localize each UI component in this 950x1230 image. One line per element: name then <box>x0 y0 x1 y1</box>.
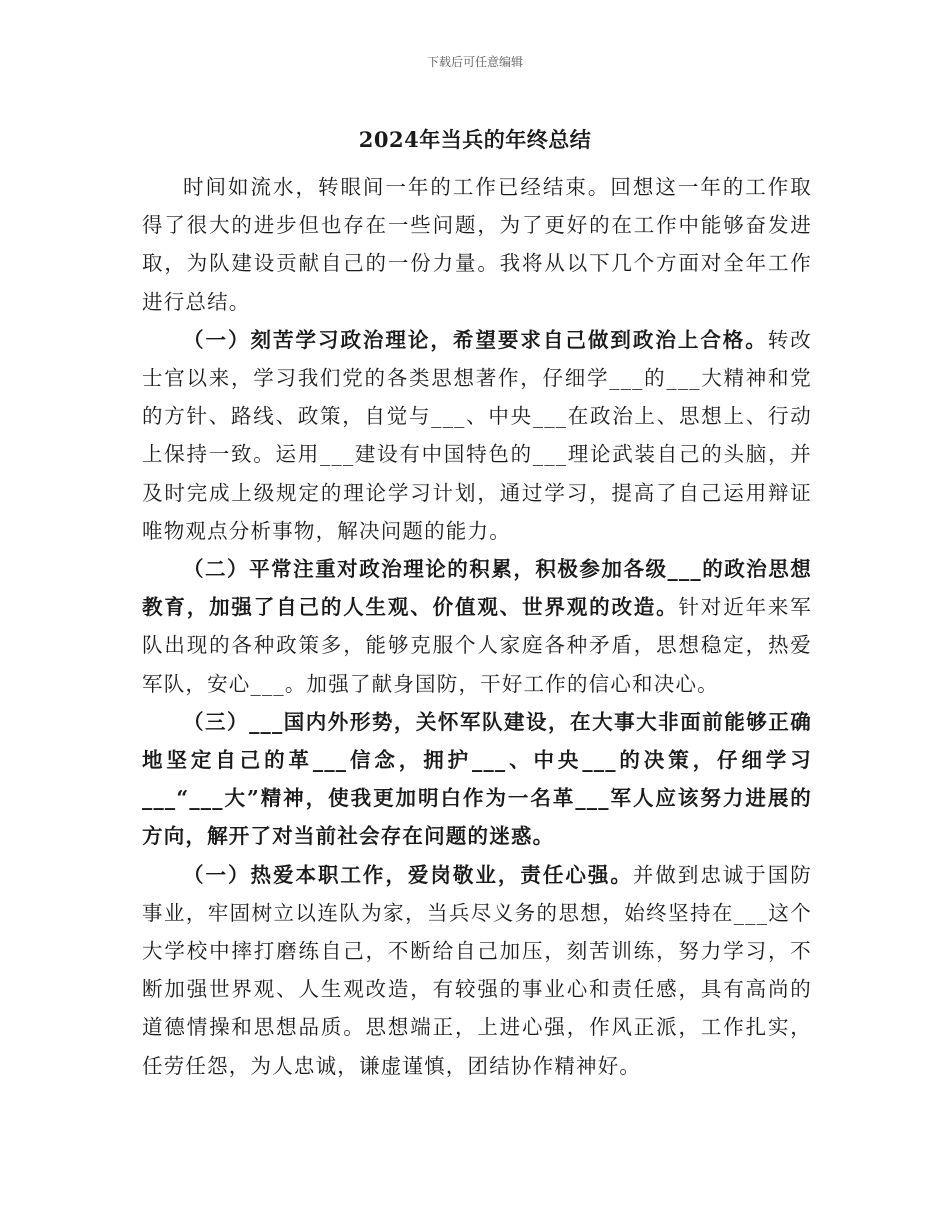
paragraph-lead: （一）刻苦学习政治理论，希望要求自己做到政治上合格。 <box>183 327 768 352</box>
paragraph-section-2 <box>142 550 812 703</box>
paragraph-text: 针对近年来军队出现的各种政策多，能够克服个人家庭各种矛盾，思想稳定，热爱军队，安心___。加强了献身国防，干好工作的信心和决心。 <box>142 595 812 696</box>
paragraph-text: 时间如流水，转眼间一年的工作已经结束。回想这一年的工作取得了很大的进步但也存在一些问题，为了更好的在工作中能够奋发进取，为队建设贡献自己的一份力量。我将从以下几个方面对全年工作进行总结。 <box>142 175 812 314</box>
paragraph-section-4 <box>142 856 812 1085</box>
document-title: 2024年当兵的年终总结 <box>358 127 592 152</box>
paragraph-lead: （三）___国内外形势，关怀军队建设，在大事大非面前能够正确地坚定自己的革___信念，拥护___、中央___的决策，仔细学习___“___大”精神，使我更加明白作为一名革___军人应该努力进展的方向，解开了对当前社会存在问题的迷惑。 <box>142 709 812 849</box>
paragraph-intro <box>142 168 812 321</box>
header-note: 下载后可任意编辑 <box>426 55 523 69</box>
paragraph-text: 并做到忠诚于国防事业，牢固树立以连队为家，当兵尽义务的思想，始终坚持在___这个大学校中摔打磨练自己，不断给自己加压，刻苦训练，努力学习，不断加强世界观、人生观改造，有较强的事业心和责任感，具有高尚的道德情操和思想品质。思想端正，上进心强，作风正派，工作扎实，任劳任怨，为人忠诚，谦虚谨慎，团结协作精神好。 <box>142 862 812 1078</box>
paragraph-text: 转改士官以来，学习我们党的各类思想著作，仔细学___的___大精神和党的方针、路线、政策，自觉与___、中央___在政治上、思想上、行动上保持一致。运用___建设有中国特色的___理论武装自己的头脑，并及时完成上级规定的理论学习计划，通过学习，提高了自己运用辩证唯物观点分析事物，解决问题的能力。 <box>142 327 812 543</box>
paragraph-lead: （二）平常注重对政治理论的积累，积极参加各级___的政治思想教育，加强了自己的人生观、价值观、世界观的改造。 <box>142 557 812 620</box>
paragraph-lead: （一）热爱本职工作，爱岗敬业，责任心强。 <box>183 862 633 887</box>
document-body <box>142 168 812 1085</box>
paragraph-section-1 <box>142 321 812 550</box>
paragraph-section-3 <box>142 703 812 856</box>
